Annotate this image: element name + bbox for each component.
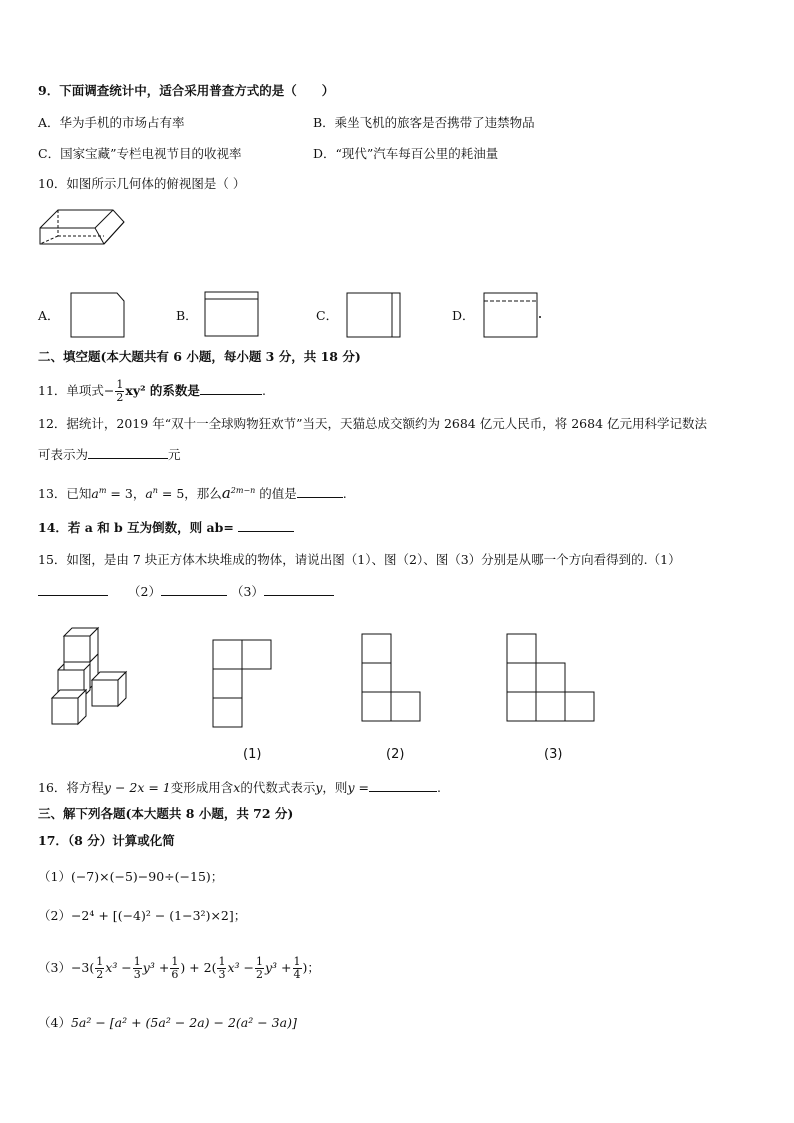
q17-part-1-expr: (−7)×(−5)−90÷(−15)；	[70, 869, 224, 884]
q13-answer-blank[interactable]	[297, 485, 343, 498]
q15-line2	[38, 583, 334, 601]
q15-line1: 15．如图，是由 7 块正方体木块堆成的物体，请说出图（1）、图（2）、图（3）分别是从哪一个方向看得到的.（1）	[38, 552, 681, 567]
q17-part-3-b: x³ −	[105, 960, 132, 975]
q14	[38, 519, 294, 537]
q10-option-c-label: C．	[316, 308, 339, 323]
q13-suffix: 的值是	[255, 486, 297, 502]
q17-stem: 17．（8 分）计算或化简	[38, 833, 175, 848]
q17-part-3-frac-1-den: 2	[96, 968, 104, 981]
q17-part-3-frac-6	[293, 956, 302, 981]
q11-suffix: xy² 的系数是	[125, 383, 200, 398]
q15-label-2: （2）	[128, 584, 161, 599]
q15-view-1-figure	[213, 640, 275, 732]
q17-part-3-f: y³ +	[264, 960, 292, 975]
q17-part-3-frac-5	[255, 956, 264, 981]
q15-answer-blank-2[interactable]	[161, 583, 227, 596]
q13	[38, 482, 347, 503]
q11-prefix: 11．单项式−	[38, 383, 115, 398]
q13-eq2: = 5，那么	[157, 486, 222, 502]
q17-part-4-label: （4）	[38, 1015, 71, 1030]
q17-part-3-frac-4	[217, 956, 226, 981]
section-3-heading: 三、解下列各题(本大题共 8 小题，共 72 分)	[38, 806, 294, 821]
q16-end: .	[436, 780, 441, 795]
q17-part-2-expr: −2⁴ + [(−4)² − (1−3²)×2]；	[70, 908, 247, 923]
q10-option-a-label: A．	[38, 308, 60, 323]
q17-part-4-expr: 5a² − [a² + (5a² − 2a) − 2(a² − 3a)]	[70, 1015, 297, 1030]
q15-caption-1: (1)	[243, 747, 262, 762]
q17-part-3-frac-2-den: 3	[133, 968, 141, 981]
q11-frac-num: 1	[116, 378, 124, 391]
q17-part-2-label: （2）	[38, 908, 71, 923]
q17-part-3-frac-5-den: 2	[255, 968, 263, 981]
q17-part-3-d: ) + 2(	[180, 960, 217, 975]
q11-end: .	[261, 383, 266, 398]
q17-part-2	[38, 907, 246, 925]
q9-stem: 9．下面调查统计中，适合采用普查方式的是（ ）	[38, 83, 335, 98]
q9-option-d: D．“现代”汽车每百公里的耗油量	[313, 146, 499, 161]
q12-answer-blank[interactable]	[88, 446, 168, 459]
q13-prefix: 13．已知	[38, 486, 92, 502]
q11-answer-blank[interactable]	[200, 382, 262, 395]
q16-mid2: 的代数式表示	[240, 780, 316, 795]
q16	[38, 779, 441, 797]
q12-line2-suffix: 元	[168, 447, 181, 462]
q17-part-3-frac-2-num: 1	[133, 955, 141, 968]
q17-part-3-frac-3-num: 1	[171, 955, 179, 968]
q12-line2-prefix: 可表示为	[38, 447, 89, 462]
q16-mid3: ，则	[322, 780, 348, 795]
q10-solid-figure	[38, 208, 128, 248]
q16-equation: y − 2x = 1	[103, 780, 171, 795]
q17-part-3-e: x³ −	[227, 960, 254, 975]
q15-view-2-figure	[362, 634, 424, 726]
q15-answer-blank-1[interactable]	[38, 583, 108, 596]
q9-option-a: A．华为手机的市场占有率	[38, 115, 185, 130]
q17-part-3-c: y³ +	[142, 960, 170, 975]
q15-view-3-figure	[507, 634, 599, 726]
q17-part-1	[38, 868, 223, 886]
q17-part-3-frac-6-den: 4	[293, 968, 301, 981]
q17-part-3-frac-1-num: 1	[96, 955, 104, 968]
q16-y: y	[315, 780, 323, 795]
q13-end: .	[342, 486, 347, 502]
q10-option-d-figure	[484, 293, 544, 339]
section-2-heading: 二、填空题(本大题共有 6 小题，每小题 3 分，共 18 分)	[38, 349, 361, 364]
q13-a2: a	[145, 486, 153, 502]
q13-exp2: n	[152, 486, 158, 495]
q17-part-3-label: （3）	[38, 960, 71, 975]
q13-exp3: 2m−n	[230, 486, 256, 495]
q17-part-3-frac-4-den: 3	[218, 968, 226, 981]
q10-stem: 10．如图所示几何体的俯视图是（ ）	[38, 176, 246, 191]
q10-option-a-figure	[71, 293, 127, 339]
q17-part-3-a: −3(	[70, 960, 95, 975]
q10-option-d-label: D．	[452, 308, 475, 323]
q16-answer-blank[interactable]	[369, 779, 437, 792]
q17-part-3-frac-2	[133, 956, 142, 981]
q16-y-equals: y =	[347, 780, 369, 795]
q16-mid: 变形成用含	[170, 780, 234, 795]
q17-part-3-frac-5-num: 1	[255, 955, 263, 968]
q11-frac-den: 2	[116, 391, 124, 404]
q17-part-3-frac-6-num: 1	[293, 955, 301, 968]
q17-part-1-label: （1）	[38, 869, 71, 884]
q9-option-c: C．国家宝藏”专栏电视节目的收视率	[38, 146, 242, 161]
q14-answer-blank[interactable]	[238, 519, 294, 532]
q11	[38, 378, 266, 404]
q13-exp1: m	[98, 486, 107, 495]
q15-answer-blank-3[interactable]	[264, 583, 334, 596]
q10-option-c-figure	[347, 293, 403, 339]
q15-caption-2: (2)	[386, 747, 405, 762]
q13-a1: a	[91, 486, 99, 502]
q17-part-3-g: )；	[302, 960, 320, 975]
q15-caption-3: (3)	[544, 747, 563, 762]
q11-fraction	[115, 379, 124, 404]
q12-line2	[38, 446, 181, 464]
q14-text: 14．若 a 和 b 互为倒数，则 ab=	[38, 520, 234, 535]
q17-part-3-frac-3-den: 6	[171, 968, 179, 981]
q13-a3: a	[221, 484, 231, 503]
q12-line1: 12．据统计，2019 年“双十一全球购物狂欢节”当天，天猫总成交额约为 2684 亿元人民币，将 2684 亿元用科学记数法	[38, 416, 707, 431]
q15-label-3: （3）	[230, 584, 264, 599]
q10-option-b-figure	[205, 292, 261, 338]
q17-part-3	[38, 955, 320, 981]
q17-part-3-frac-4-num: 1	[218, 955, 226, 968]
q17-part-4	[38, 1014, 297, 1032]
q10-option-b-label: B．	[176, 308, 198, 323]
q16-x: x	[233, 780, 241, 795]
q15-cube-stack-figure	[50, 628, 130, 728]
q13-eq1: = 3，	[106, 486, 146, 502]
q17-part-3-frac-1	[95, 956, 104, 981]
q16-prefix: 16．将方程	[38, 780, 104, 795]
q17-part-3-frac-3	[170, 956, 179, 981]
q9-option-b: B．乘坐飞机的旅客是否携带了违禁物品	[313, 115, 535, 130]
